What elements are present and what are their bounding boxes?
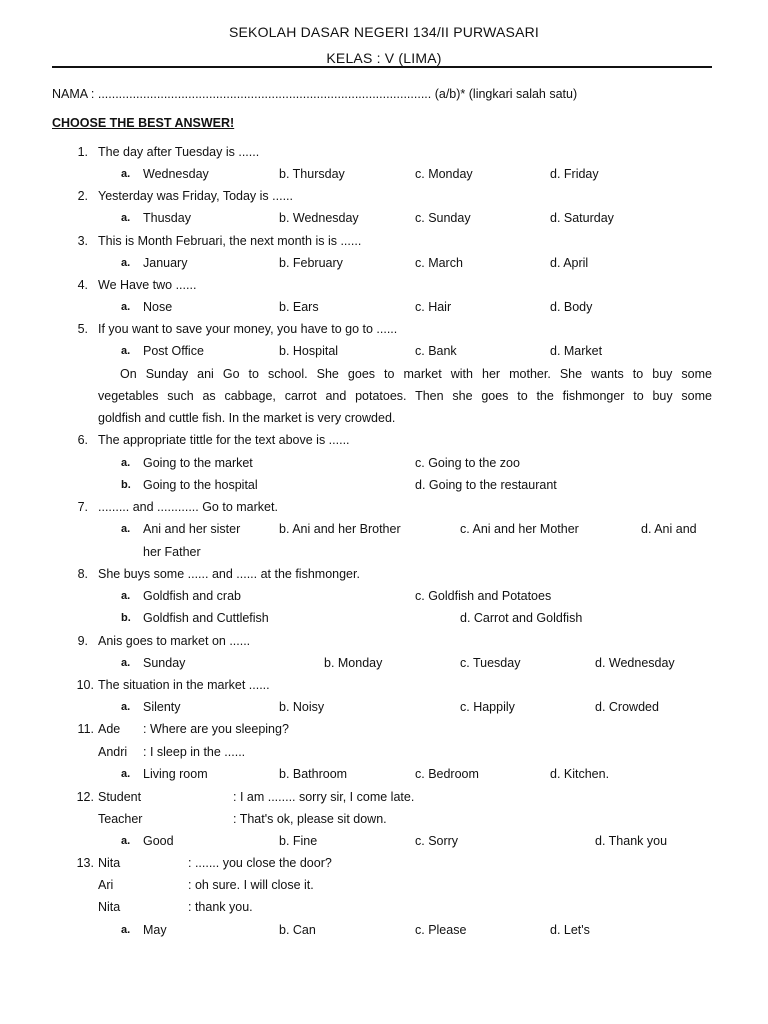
question-number: 9. bbox=[77, 634, 88, 648]
option-label: b. bbox=[121, 612, 131, 624]
option-d: d. Ani and bbox=[641, 522, 697, 536]
option-a: Sunday bbox=[143, 656, 186, 670]
option-d: d. Friday bbox=[550, 167, 599, 181]
option-d: d. Thank you bbox=[595, 834, 668, 848]
option-a: Nose bbox=[143, 300, 173, 314]
question-text: The appropriate tittle for the text above is ...... bbox=[98, 433, 350, 447]
option-d: d. Let's bbox=[550, 923, 590, 937]
option-b: b. Ears bbox=[279, 300, 319, 314]
option-c: c. March bbox=[415, 256, 463, 270]
question-number: 8. bbox=[77, 567, 88, 581]
dialog-speaker: Andri bbox=[98, 745, 128, 759]
option-a: Living room bbox=[143, 767, 208, 781]
option-d: d. Body bbox=[550, 300, 593, 314]
question-text: The situation in the market ...... bbox=[98, 678, 270, 692]
option-b: b. Bathroom bbox=[279, 767, 348, 781]
option-b: b. Fine bbox=[279, 834, 318, 848]
option-b: b. Thursday bbox=[279, 167, 345, 181]
class-label: KELAS : V (LIMA) bbox=[326, 50, 442, 66]
option-c: c. Sunday bbox=[415, 211, 471, 225]
option-d: d. April bbox=[550, 256, 589, 270]
dialog-line: : Where are you sleeping? bbox=[143, 722, 289, 736]
question-text: This is Month Februari, the next month is is ...... bbox=[98, 234, 362, 248]
question-number: 7. bbox=[77, 500, 88, 514]
option-b: b. Noisy bbox=[279, 700, 325, 714]
option-c: c. Monday bbox=[415, 167, 473, 181]
option-label: a. bbox=[121, 345, 131, 357]
question-number: 3. bbox=[77, 234, 88, 248]
question-text: Anis goes to market on ...... bbox=[98, 634, 251, 648]
option-a: Silenty bbox=[143, 700, 181, 714]
instruction-heading: CHOOSE THE BEST ANSWER! bbox=[52, 116, 235, 130]
name-line: NAMA : ................................................................................................ (a/b)* (lingkari salah satu) bbox=[52, 87, 578, 101]
dialog-speaker: Teacher bbox=[98, 812, 143, 826]
option-label: a. bbox=[121, 523, 131, 535]
option-a: Going to the market bbox=[143, 456, 253, 470]
question-number: 6. bbox=[77, 433, 88, 447]
school-name: SEKOLAH DASAR NEGERI 134/II PURWASARI bbox=[228, 24, 540, 40]
question-number: 2. bbox=[77, 189, 88, 203]
option-label: a. bbox=[121, 301, 131, 313]
option-b: b. Can bbox=[279, 923, 316, 937]
question-number: 4. bbox=[77, 278, 88, 292]
option-label: a. bbox=[121, 257, 131, 269]
option-d: d. Saturday bbox=[550, 211, 614, 225]
option-c: c. Going to the zoo bbox=[415, 456, 520, 470]
passage-line-3: goldfish and cuttle fish. In the market is very crowded. bbox=[98, 411, 396, 425]
dialog-line: : oh sure. I will close it. bbox=[188, 878, 314, 892]
option-c: c. Happily bbox=[460, 700, 515, 714]
question-text: She buys some ...... and ...... at the fishmonger. bbox=[98, 567, 360, 581]
dialog-line: : ....... you close the door? bbox=[188, 856, 332, 870]
dialog-line: : I sleep in the ...... bbox=[143, 745, 246, 759]
option-b: b. Ani and her Brother bbox=[279, 522, 401, 536]
option-label: a. bbox=[121, 701, 131, 713]
option-label: a. bbox=[121, 168, 131, 180]
option-label: a. bbox=[121, 657, 131, 669]
option-label: a. bbox=[121, 835, 131, 847]
option-a: Wednesday bbox=[143, 167, 209, 181]
option-label: a. bbox=[121, 212, 131, 224]
question-number: 11. bbox=[77, 722, 94, 736]
option-a: May bbox=[143, 923, 167, 937]
option-label: a. bbox=[121, 457, 131, 469]
passage-line-1: On Sunday ani Go to school. She goes to market with her mother. She wants to buy some bbox=[120, 367, 712, 381]
question-number: 13. bbox=[76, 856, 94, 870]
option-a: Goldfish and crab bbox=[143, 589, 241, 603]
dialog-speaker: Ari bbox=[98, 878, 114, 892]
question-text: If you want to save your money, you have to go to ...... bbox=[98, 322, 398, 336]
option-c: c. Goldfish and Potatoes bbox=[415, 589, 552, 603]
header-divider bbox=[52, 66, 712, 68]
option-d: d. Carrot and Goldfish bbox=[460, 611, 583, 625]
option-b: b. Monday bbox=[324, 656, 383, 670]
option-a: Post Office bbox=[143, 344, 204, 358]
option-d: d. Market bbox=[550, 344, 603, 358]
option-d: d. Crowded bbox=[595, 700, 659, 714]
option-a: January bbox=[143, 256, 188, 270]
option-c: c. Tuesday bbox=[460, 656, 521, 670]
option-b: Goldfish and Cuttlefish bbox=[143, 611, 269, 625]
dialog-line: : That's ok, please sit down. bbox=[233, 812, 387, 826]
dialog-speaker: Nita bbox=[98, 900, 121, 914]
dialog-speaker: Ade bbox=[98, 722, 121, 736]
option-a: Thusday bbox=[143, 211, 191, 225]
passage-line-2: vegetables such as cabbage, carrot and potatoes. Then she goes to the fishmonger to buy some bbox=[98, 389, 712, 403]
question-text: Yesterday was Friday, Today is ...... bbox=[98, 189, 293, 203]
question-text: ......... and ............ Go to market. bbox=[98, 500, 278, 514]
question-text: We Have two ...... bbox=[98, 278, 197, 292]
option-b: b. Wednesday bbox=[279, 211, 359, 225]
option-d: d. Wednesday bbox=[595, 656, 675, 670]
dialog-speaker: Student bbox=[98, 790, 142, 804]
option-d: d. Kitchen. bbox=[550, 767, 610, 781]
option-label: a. bbox=[121, 768, 131, 780]
option-a: Ani and her sister bbox=[143, 522, 241, 536]
dialog-speaker: Nita bbox=[98, 856, 121, 870]
option-label: b. bbox=[121, 479, 131, 491]
question-number: 5. bbox=[77, 322, 88, 336]
option-b: b. February bbox=[279, 256, 343, 270]
option-c: c. Please bbox=[415, 923, 467, 937]
option-label: a. bbox=[121, 590, 131, 602]
question-number: 1. bbox=[77, 145, 88, 159]
option-c: c. Bank bbox=[415, 344, 457, 358]
question-text: The day after Tuesday is ...... bbox=[98, 145, 260, 159]
question-number: 12. bbox=[76, 790, 94, 804]
dialog-line: : thank you. bbox=[188, 900, 253, 914]
option-c: c. Hair bbox=[415, 300, 452, 314]
option-a: Good bbox=[143, 834, 174, 848]
option-c: c. Ani and her Mother bbox=[460, 522, 579, 536]
option-b: b. Hospital bbox=[279, 344, 339, 358]
option-d: d. Going to the restaurant bbox=[415, 478, 557, 492]
option-b: Going to the hospital bbox=[143, 478, 258, 492]
option-d-continued: her Father bbox=[143, 545, 201, 559]
option-label: a. bbox=[121, 924, 131, 936]
question-number: 10. bbox=[76, 678, 94, 692]
option-c: c. Bedroom bbox=[415, 767, 479, 781]
option-c: c. Sorry bbox=[415, 834, 459, 848]
dialog-line: : I am ........ sorry sir, I come late. bbox=[233, 790, 415, 804]
